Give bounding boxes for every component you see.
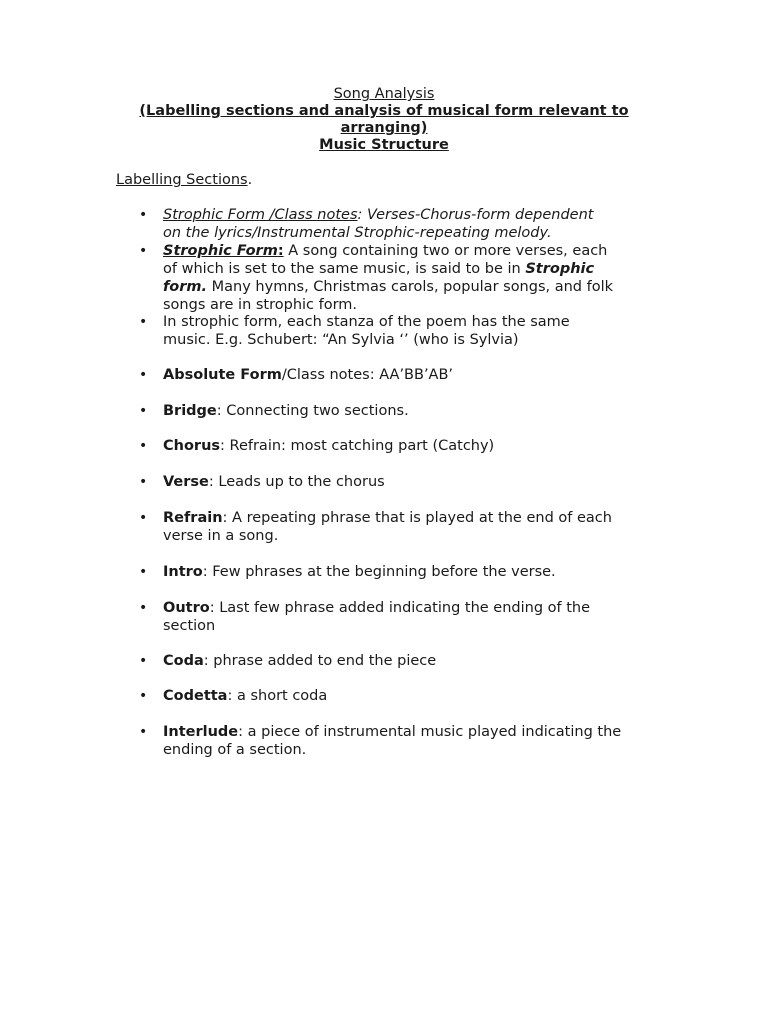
list-item-interlude xyxy=(139,723,663,759)
document-subtitle-line-2: arranging) xyxy=(340,120,428,136)
term-bridge: Bridge xyxy=(163,403,217,419)
emphasis-form: form. xyxy=(163,279,208,295)
item-text: songs are in strophic form. xyxy=(163,297,358,313)
item-text: section xyxy=(163,618,216,634)
item-text: /Class notes: AA’BB’AB’ xyxy=(281,367,454,383)
list-item-coda xyxy=(139,652,663,670)
term-separator: : xyxy=(357,207,363,223)
item-text: A song containing two or more verses, each xyxy=(283,243,608,259)
bullet-icon: • xyxy=(139,438,148,454)
term-absolute-form: Absolute Form xyxy=(163,367,282,383)
bullet-icon: • xyxy=(139,207,148,223)
bullet-icon: • xyxy=(139,474,148,490)
list-item-strophic-class-notes xyxy=(139,206,663,242)
document-subtitle-line-1: (Labelling sections and analysis of musical form relevant to xyxy=(139,103,629,119)
item-text: : Connecting two sections. xyxy=(216,403,409,419)
bullet-icon: • xyxy=(139,367,148,383)
document-header xyxy=(0,86,768,154)
term-interlude: Interlude xyxy=(163,724,239,740)
list-item-intro xyxy=(139,563,663,581)
term-refrain: Refrain xyxy=(163,510,223,526)
item-text: : A repeating phrase that is played at the end of each xyxy=(222,510,612,526)
list-item-refrain xyxy=(139,509,663,545)
item-text: : a piece of instrumental music played indicating the xyxy=(238,724,622,740)
item-text: : Refrain: most catching part (Catchy) xyxy=(220,438,495,454)
term-verse: Verse xyxy=(163,474,209,490)
emphasis-strophic: Strophic xyxy=(525,261,595,277)
list-item-absolute-form xyxy=(139,366,663,384)
bullet-icon: • xyxy=(139,510,148,526)
bullet-icon: • xyxy=(139,403,148,419)
term-strophic-form: Strophic Form xyxy=(163,243,278,259)
item-text: of which is set to the same music, is said to be in xyxy=(163,261,526,277)
section-heading-text: Labelling Sections xyxy=(116,172,248,188)
term-coda: Coda xyxy=(163,653,204,669)
list-item-codetta xyxy=(139,687,663,705)
list-item-bridge xyxy=(139,402,663,420)
list-item-chorus xyxy=(139,437,663,455)
item-text: Many hymns, Christmas carols, popular songs, and folk xyxy=(207,279,614,295)
item-text: on the lyrics/Instrumental Strophic-repeating melody. xyxy=(163,225,552,241)
term-strophic-class-notes: Strophic Form /Class notes xyxy=(163,207,358,223)
term-codetta: Codetta xyxy=(163,688,228,704)
bullet-icon: • xyxy=(139,724,148,740)
item-text: : Few phrases at the beginning before the verse. xyxy=(202,564,556,580)
term-colon: : xyxy=(277,243,284,259)
list-item-strophic-stanza xyxy=(139,313,663,349)
bullet-icon: • xyxy=(139,688,148,704)
bullet-icon: • xyxy=(139,314,148,330)
bullet-icon: • xyxy=(139,243,148,259)
bullet-icon: • xyxy=(139,653,148,669)
section-heading xyxy=(116,171,252,189)
bullet-icon: • xyxy=(139,600,148,616)
list-item-outro xyxy=(139,599,663,635)
item-text: : Last few phrase added indicating the ending of the xyxy=(209,600,591,616)
item-text: ending of a section. xyxy=(163,742,307,758)
item-text: verse in a song. xyxy=(163,528,279,544)
list-item-strophic-form xyxy=(139,242,663,314)
document-subtitle-line-3: Music Structure xyxy=(319,137,449,153)
term-chorus: Chorus xyxy=(163,438,221,454)
bullet-icon: • xyxy=(139,564,148,580)
term-intro: Intro xyxy=(163,564,203,580)
item-text: In strophic form, each stanza of the poem has the same xyxy=(163,314,570,330)
item-text: : Leads up to the chorus xyxy=(208,474,385,490)
section-heading-suffix: . xyxy=(247,172,253,188)
item-text: : a short coda xyxy=(227,688,328,704)
list-item-verse xyxy=(139,473,663,491)
document-title: Song Analysis xyxy=(333,86,435,102)
item-text: : phrase added to end the piece xyxy=(203,653,437,669)
term-outro: Outro xyxy=(163,600,210,616)
item-text: Verses-Chorus-form dependent xyxy=(362,207,594,223)
item-text: music. E.g. Schubert: “An Sylvia ‘’ (who is Sylvia) xyxy=(163,332,519,348)
